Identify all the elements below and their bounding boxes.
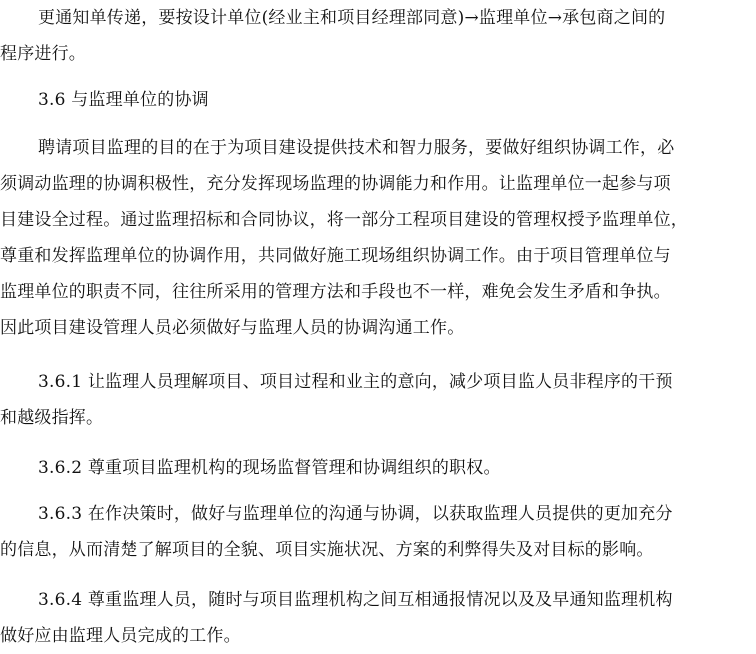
item-3-6-3: 3.6.3 在作决策时，做好与监理单位的沟通与协调，以获取监理人员提供的更加充分 <box>38 504 673 524</box>
item-3-6-4: 3.6.4 尊重监理人员，随时与项目监理机构之间互相通报情况以及及早通知监理机构 <box>38 590 673 610</box>
paragraph-line: 须调动监理的协调积极性，充分发挥现场监理的协调能力和作用。让监理单位一起参与项 <box>0 174 671 194</box>
paragraph-line: 的信息，从而清楚了解项目的全貌、项目实施状况、方案的利弊得失及对目标的影响。 <box>0 540 654 560</box>
paragraph-line: 程序进行。 <box>0 44 86 64</box>
item-3-6-1: 3.6.1 让监理人员理解项目、项目过程和业主的意向，减少项目监人员非程序的干预 <box>38 372 673 392</box>
paragraph-line: 做好应由监理人员完成的工作。 <box>0 626 241 646</box>
paragraph-line: 目建设全过程。通过监理招标和合同协议，将一部分工程项目建设的管理权授予监理单位， <box>0 210 688 230</box>
paragraph-line: 和越级指挥。 <box>0 408 104 428</box>
paragraph-line: 监理单位的职责不同，往往所采用的管理方法和手段也不一样，难免会发生矛盾和争执。 <box>0 282 671 302</box>
paragraph-line: 因此项目建设管理人员必须做好与监理人员的协调沟通工作。 <box>0 318 465 338</box>
paragraph-line: 更通知单传递，要按设计单位(经业主和项目经理部同意)→监理单位→承包商之间的 <box>38 8 666 28</box>
section-heading-3-6: 3.6 与监理单位的协调 <box>38 90 209 110</box>
paragraph-line: 聘请项目监理的目的在于为项目建设提供技术和智力服务，要做好组织协调工作，必 <box>38 138 675 158</box>
item-3-6-2: 3.6.2 尊重项目监理机构的现场监督管理和协调组织的职权。 <box>38 458 501 478</box>
paragraph-line: 尊重和发挥监理单位的协调作用，共同做好施工现场组织协调工作。由于项目管理单位与 <box>0 246 671 266</box>
